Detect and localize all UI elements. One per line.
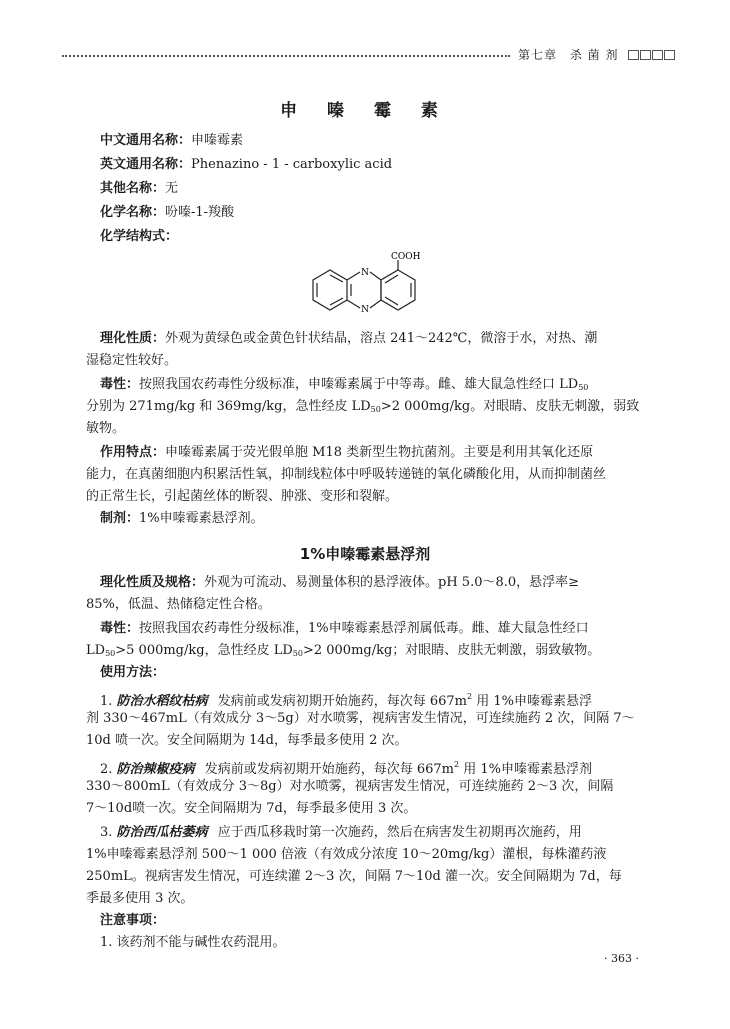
info-value: 无 (165, 181, 179, 196)
item-number: 3. (100, 825, 113, 840)
benzene-ring-left (313, 270, 347, 310)
info-value: Phenazino - 1 - carboxylic acid (191, 157, 393, 172)
props-label: 理化性质： (100, 331, 166, 346)
props-line-2: 湿稳定性较好。 (86, 353, 178, 368)
tox-line-1 (100, 376, 588, 397)
info-value: 吩嗪-1-羧酸 (165, 205, 235, 220)
usage-item-3-line-2: 1%申嗪霉素悬浮剂 500～1 000 倍液（有效成分浓度 10～20mg/kg）灌根，每株灌药液 (86, 847, 607, 862)
header-topic: 杀 菌 剂 (569, 48, 619, 62)
page-title: 申 嗪 霉 素 (280, 101, 450, 121)
usage-item-2-line-3: 7～10d喷一次。安全间隔期为 7d，每季最多使用 3 次。 (86, 801, 417, 816)
tox2-text: >5 000mg/kg，急性经皮 LD (115, 643, 293, 658)
tox2-text: LD (86, 643, 106, 658)
action-line-2: 能力，在真菌细胞内积累活性氧，抑制线粒体中呼吸转递链的氧化磷酸化用，从而抑制菌丝 (86, 467, 607, 482)
notes-line-1: 1. 该药剂不能与碱性农药混用。 (100, 935, 286, 950)
benzene-ring-right (381, 270, 415, 310)
info-line-cn-name (100, 132, 243, 150)
disease-name: 防治西瓜枯萎病 (116, 825, 208, 840)
tox-line-2 (86, 398, 639, 419)
page-number: · 363 · (604, 952, 639, 965)
item-number: 1. (100, 694, 113, 709)
tox-text: >2 000mg/kg。对眼睛、皮肤无刺激，弱致 (380, 399, 640, 414)
tox-text: 按照我国农药毒性分级标准，申嗪霉素属于中等毒。雌、雄大鼠急性经口 LD (139, 377, 579, 392)
usage-label-line (100, 664, 165, 682)
tox-line-3: 敏物。 (86, 421, 126, 436)
usage-item-1-line-2: 剂 330～467mL（有效成分 3～5g）对水喷雾，视病害发生情况，可连续施药 2 次，间隔 7～ (86, 711, 635, 726)
spec-label: 理化性质及规格： (100, 575, 205, 590)
usage-text: 发病前或发病初期开始施药，每次每 667m (217, 694, 467, 709)
notes-label: 注意事项： (100, 913, 166, 928)
formulation-value: 1%申嗪霉素悬浮剂。 (139, 511, 264, 526)
tox-text: 分别为 271mg/kg 和 369mg/kg，急性经皮 LD (86, 399, 371, 414)
tox-label: 毒性： (100, 377, 140, 392)
usage-item-2-line-2: 330～800mL（有效成分 3～8g）对水喷雾，视病害发生情况，可连续施药 2～3 次，间隔 (86, 779, 614, 794)
action-line-3: 的正常生长，引起菌丝体的断裂、肿涨、变形和裂解。 (86, 489, 399, 504)
props-text: 外观为黄绿色或金黄色针状结晶，溶点 241～242℃，微溶于水，对热、潮 (165, 331, 598, 346)
header-dotted-rule (62, 55, 510, 57)
info-line-en-name (100, 156, 392, 174)
disease-name: 防治水稻纹枯病 (116, 694, 208, 709)
usage-item-2-line-1 (100, 756, 592, 779)
tox2-label: 毒性： (100, 621, 140, 636)
running-header (62, 44, 670, 66)
subscript-50: 50 (370, 405, 381, 414)
section-title: 1%申嗪霉素悬浮剂 (299, 545, 431, 563)
header-decorative-boxes (627, 49, 675, 63)
cooh-label: COOH (391, 252, 421, 262)
usage-text: 发病前或发病初期开始施药，每次每 667m (204, 762, 454, 777)
spec-line-2: 85%，低温、热储稳定性合格。 (86, 597, 271, 612)
info-line-other-names (100, 180, 178, 198)
action-line-1 (100, 444, 593, 462)
usage-label: 使用方法： (100, 665, 166, 680)
nitrogen-bottom-label: N (361, 305, 369, 315)
tox2-text: >2 000mg/kg；对眼睛、皮肤无刺激，弱致敏物。 (302, 643, 601, 658)
usage-item-3-line-4: 季最多使用 3 次。 (86, 891, 194, 906)
info-label: 化学结构式： (100, 229, 179, 244)
superscript-2: 2 (466, 692, 473, 701)
chemical-structure-diagram (300, 250, 440, 330)
header-chapter: 第七章 (518, 48, 558, 62)
tox2-text: 按照我国农药毒性分级标准，1%申嗪霉素悬浮剂属低毒。雌、雄大鼠急性经口 (139, 621, 589, 636)
usage-text: 用 1%申嗪霉素悬浮剂 (463, 762, 592, 777)
notes-label-line (100, 912, 165, 930)
info-line-structure (100, 228, 178, 246)
info-line-chem-name (100, 204, 234, 222)
subscript-50: 50 (578, 383, 589, 392)
tox2-line-1 (100, 620, 589, 638)
subscript-50: 50 (292, 649, 303, 658)
spec-text: 外观为可流动、易测量体积的悬浮液体。pH 5.0～8.0，悬浮率≥ (204, 575, 580, 590)
superscript-2: 2 (453, 760, 460, 769)
formulation-line (100, 510, 264, 528)
header-chapter-text (518, 46, 675, 63)
spec-line-1 (100, 574, 579, 592)
formulation-label: 制剂： (100, 511, 140, 526)
usage-text: 用 1%申嗪霉素悬浮 (476, 694, 592, 709)
subscript-50: 50 (105, 649, 116, 658)
info-label: 英文通用名称： (100, 157, 192, 172)
usage-item-3-line-1 (100, 824, 582, 842)
action-text: 申嗪霉素属于荧光假单胞 M18 类新型生物抗菌剂。主要是利用其氧化还原 (165, 445, 594, 460)
usage-text: 应于西瓜移栽时第一次施药，然后在病害发生初期再次施药，用 (217, 825, 582, 840)
info-label: 中文通用名称： (100, 133, 192, 148)
item-number: 2. (100, 762, 113, 777)
usage-item-1-line-1 (100, 688, 592, 711)
usage-item-3-line-3: 250mL。视病害发生情况，可连续灌 2～3 次，间隔 7～10d 灌一次。安全间隔期为 7d，每 (86, 869, 622, 884)
nitrogen-top-label: N (361, 268, 369, 278)
props-line-1 (100, 330, 597, 348)
usage-item-1-line-3: 10d 喷一次。安全间隔期为 14d，每季最多使用 2 次。 (86, 733, 408, 748)
action-label: 作用特点： (100, 445, 166, 460)
disease-name: 防治辣椒疫病 (116, 762, 195, 777)
info-value: 申嗪霉素 (191, 133, 244, 148)
info-label: 其他名称： (100, 181, 166, 196)
tox2-line-2 (86, 642, 600, 663)
info-label: 化学名称： (100, 205, 166, 220)
